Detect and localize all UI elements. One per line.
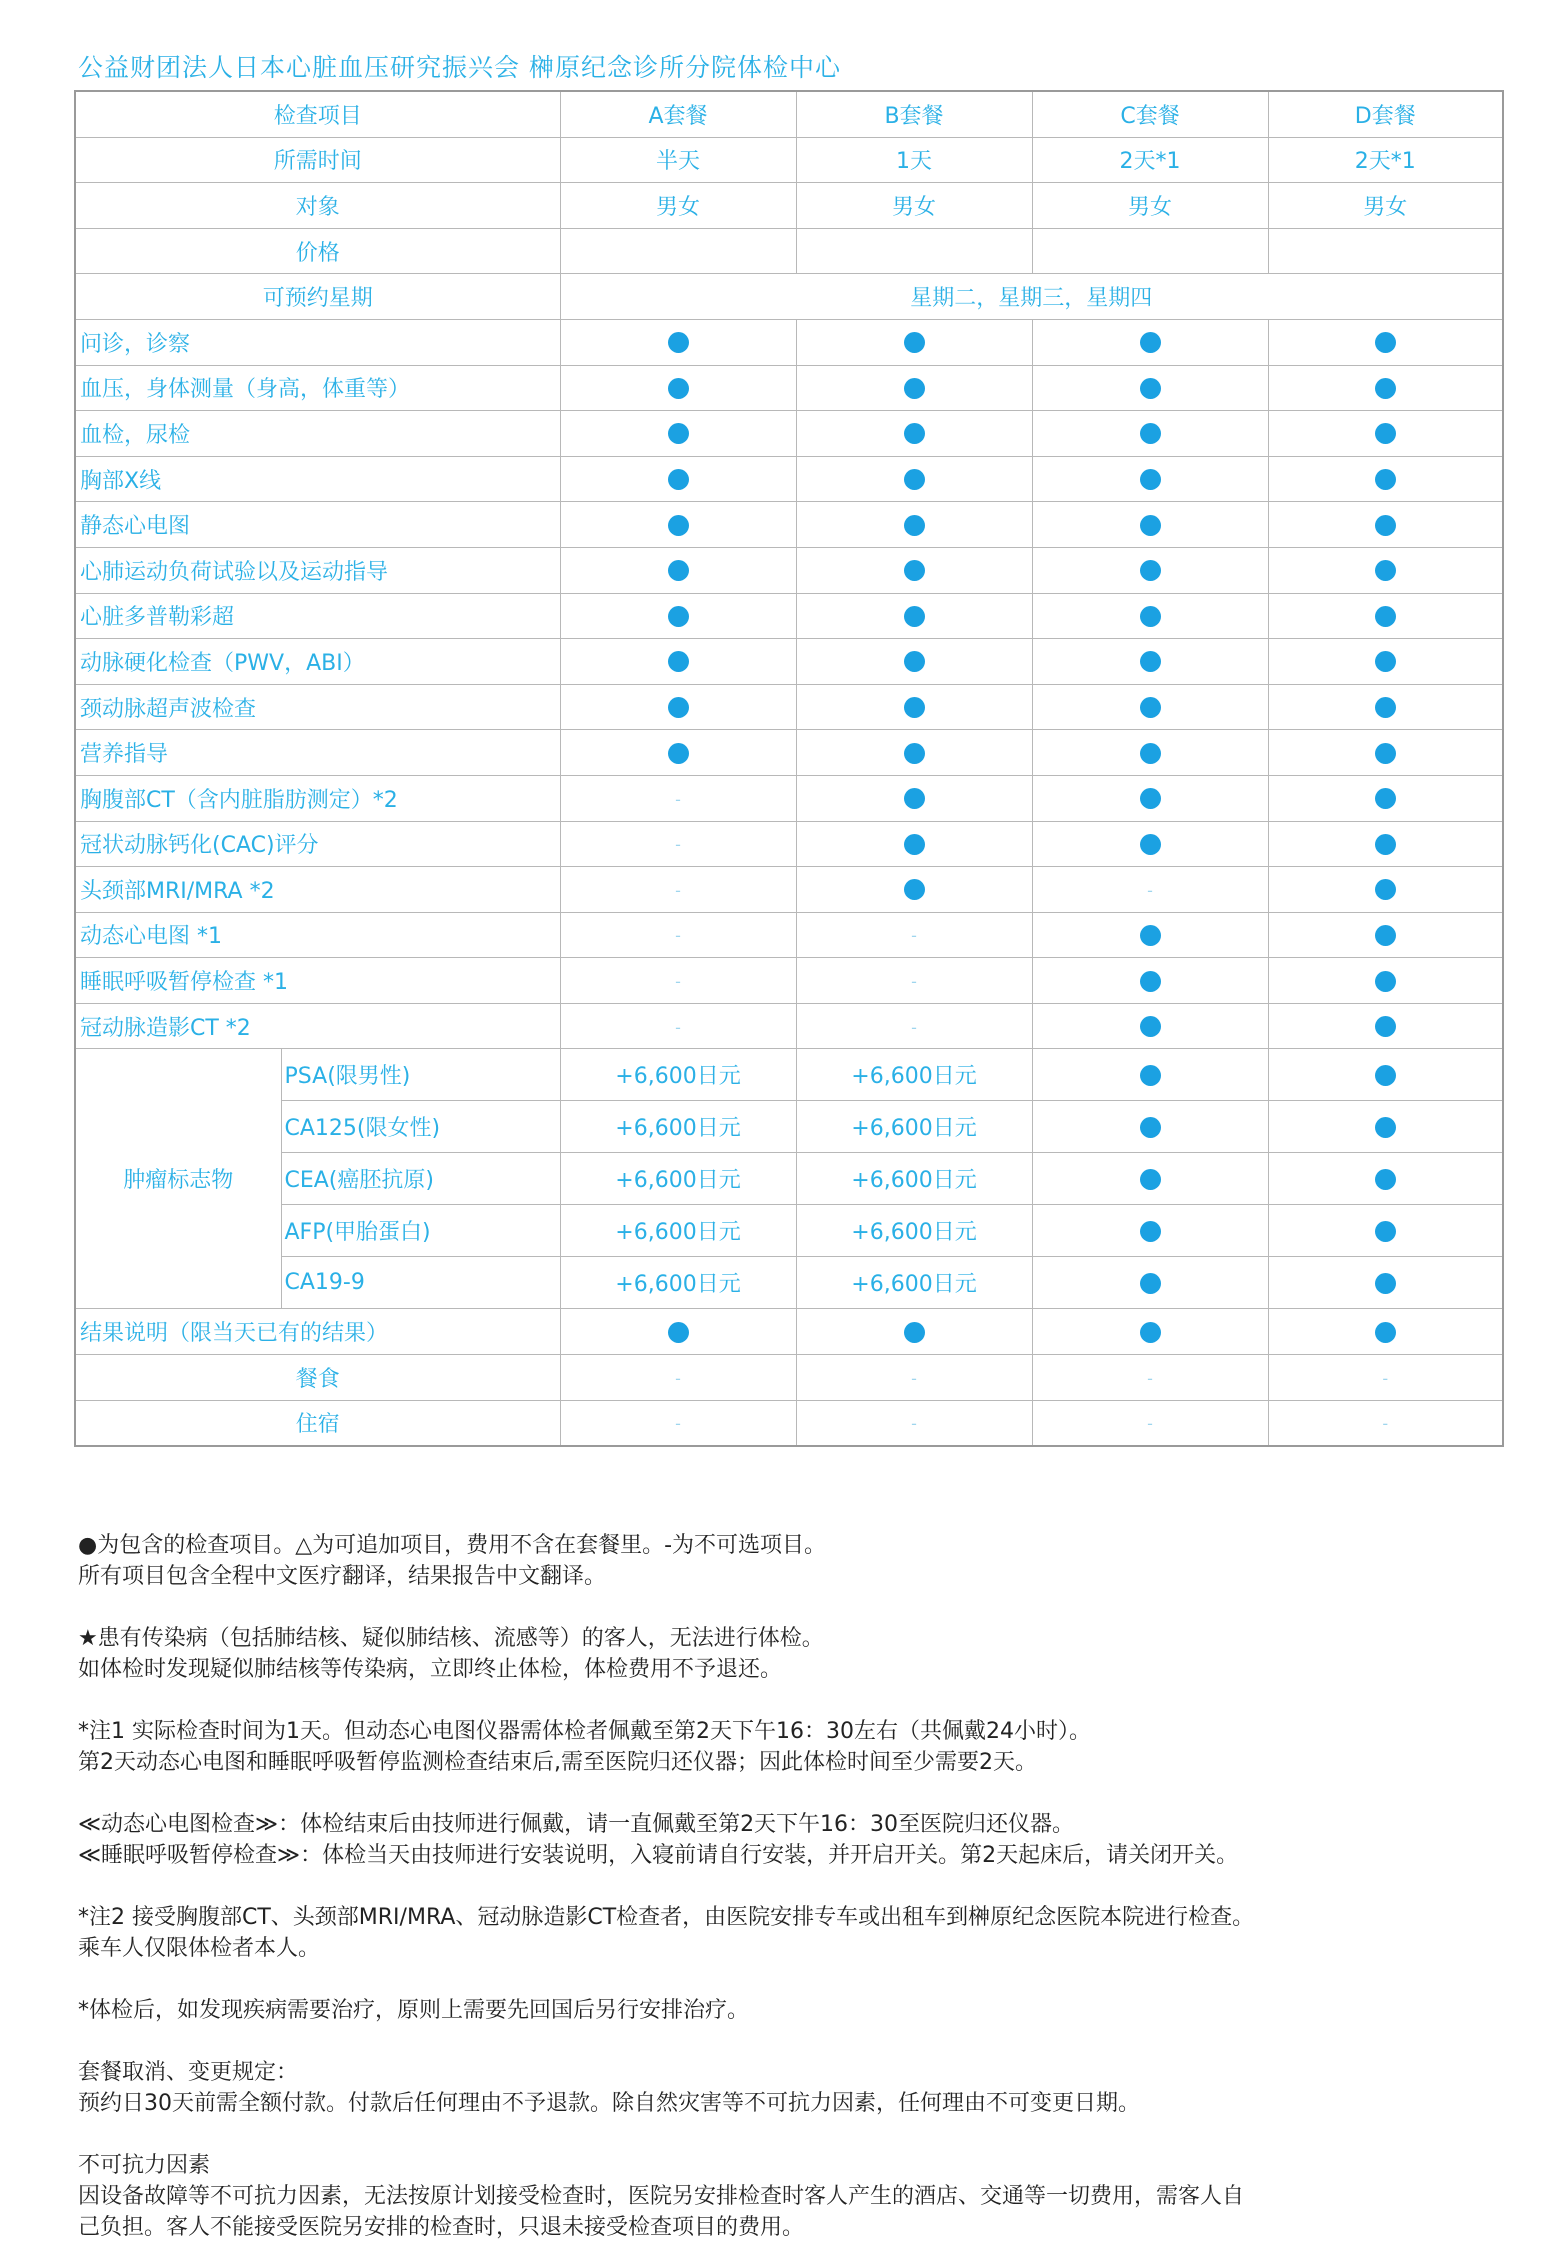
table-row bbox=[75, 411, 1503, 457]
table-row bbox=[75, 593, 1503, 639]
table-row bbox=[75, 775, 1503, 821]
mark-b bbox=[796, 912, 1032, 958]
mark-a bbox=[560, 593, 796, 639]
included-dot-icon bbox=[904, 834, 925, 855]
table-row bbox=[75, 502, 1503, 548]
tumor-price-a: +6,600日元 bbox=[560, 1153, 796, 1205]
mark-c bbox=[1032, 319, 1268, 365]
note-line bbox=[78, 1964, 1498, 1995]
tumor-marker-row bbox=[75, 1101, 1503, 1153]
included-dot-icon bbox=[904, 423, 925, 444]
note-line bbox=[78, 1871, 1498, 1902]
included-dot-icon bbox=[904, 560, 925, 581]
included-dot-icon bbox=[1375, 1169, 1396, 1190]
included-dot-icon bbox=[1375, 925, 1396, 946]
not-available-dash: - bbox=[1147, 1414, 1153, 1434]
included-dot-icon bbox=[1140, 515, 1161, 536]
mark-d bbox=[1268, 1153, 1503, 1205]
table-row bbox=[75, 1003, 1503, 1049]
mark-b bbox=[796, 684, 1032, 730]
tumor-price-a: +6,600日元 bbox=[560, 1101, 796, 1153]
note-line: 第2天动态心电图和睡眠呼吸暂停监测检查结束后,需至医院归还仪器；因此体检时间至少需要2天。 bbox=[78, 1750, 1037, 1775]
price-a bbox=[560, 228, 796, 274]
tumor-marker-name: CA125(限女性) bbox=[281, 1101, 560, 1153]
mark-d bbox=[1268, 867, 1503, 913]
mark-c bbox=[1032, 821, 1268, 867]
table-row bbox=[75, 365, 1503, 411]
mark-d bbox=[1268, 547, 1503, 593]
tumor-price-a: +6,600日元 bbox=[560, 1205, 796, 1257]
mark-b bbox=[796, 821, 1032, 867]
mark-d bbox=[1268, 1205, 1503, 1257]
mark-c bbox=[1032, 1257, 1268, 1309]
included-dot-icon bbox=[1375, 560, 1396, 581]
included-dot-icon bbox=[1140, 1273, 1161, 1294]
included-dot-icon bbox=[1140, 743, 1161, 764]
note-line: 预约日30天前需全额付款。付款后任何理由不予退款。除自然灾害等不可抗力因素，任何理由不可变更日期。 bbox=[78, 2091, 1140, 2116]
item-name: 胸部X线 bbox=[75, 456, 560, 502]
mark-c bbox=[1032, 958, 1268, 1004]
table-row bbox=[75, 821, 1503, 867]
note-line: ≪动态心电图检查≫：体检结束后由技师进行佩戴，请一直佩戴至第2天下午16：30至医院归还仪器。 bbox=[78, 1812, 1075, 1837]
included-dot-icon bbox=[1140, 834, 1161, 855]
included-dot-icon bbox=[668, 332, 689, 353]
mark-b bbox=[796, 502, 1032, 548]
note-line: 套餐取消、变更规定： bbox=[78, 2060, 299, 2085]
mark-a bbox=[560, 456, 796, 502]
time-b: 1天 bbox=[796, 137, 1032, 183]
included-dot-icon bbox=[1375, 651, 1396, 672]
included-dot-icon bbox=[1375, 378, 1396, 399]
header-d: D套餐 bbox=[1268, 91, 1503, 137]
table-row bbox=[75, 547, 1503, 593]
header-row bbox=[75, 91, 1503, 137]
included-dot-icon bbox=[668, 469, 689, 490]
time-row bbox=[75, 137, 1503, 183]
target-d: 男女 bbox=[1268, 183, 1503, 229]
time-d: 2天*1 bbox=[1268, 137, 1503, 183]
mark-c bbox=[1032, 912, 1268, 958]
mark-d bbox=[1268, 1400, 1503, 1446]
table-row bbox=[75, 867, 1503, 913]
mark-b bbox=[796, 456, 1032, 502]
mark-c bbox=[1032, 411, 1268, 457]
tumor-marker-row bbox=[75, 1049, 1503, 1101]
included-dot-icon bbox=[668, 697, 689, 718]
package-table bbox=[74, 90, 1504, 1447]
included-dot-icon bbox=[904, 879, 925, 900]
mark-a bbox=[560, 867, 796, 913]
mark-c bbox=[1032, 547, 1268, 593]
tumor-price-b: +6,600日元 bbox=[796, 1205, 1032, 1257]
included-dot-icon bbox=[1375, 469, 1396, 490]
included-dot-icon bbox=[904, 469, 925, 490]
time-label: 所需时间 bbox=[75, 137, 560, 183]
page-title: 公益财团法人日本心脏血压研究振兴会 榊原纪念诊所分院体检中心 bbox=[78, 53, 841, 82]
item-name: 血压，身体测量（身高，体重等） bbox=[75, 365, 560, 411]
table-row bbox=[75, 684, 1503, 730]
tumor-group-label: 肿瘤标志物 bbox=[75, 1049, 281, 1309]
mark-c bbox=[1032, 867, 1268, 913]
mark-c bbox=[1032, 684, 1268, 730]
included-dot-icon bbox=[668, 743, 689, 764]
item-name: 问诊，诊察 bbox=[75, 319, 560, 365]
mark-b bbox=[796, 547, 1032, 593]
item-name: 动态心电图 *1 bbox=[75, 912, 560, 958]
note-line: 乘车人仅限体检者本人。 bbox=[78, 1936, 321, 1961]
included-dot-icon bbox=[1140, 606, 1161, 627]
mark-d bbox=[1268, 639, 1503, 685]
tumor-price-b: +6,600日元 bbox=[796, 1049, 1032, 1101]
included-dot-icon bbox=[1375, 1117, 1396, 1138]
target-label: 对象 bbox=[75, 183, 560, 229]
tumor-marker-row bbox=[75, 1153, 1503, 1205]
mark-b bbox=[796, 319, 1032, 365]
mark-b bbox=[796, 1003, 1032, 1049]
mark-d bbox=[1268, 411, 1503, 457]
table-row bbox=[75, 456, 1503, 502]
included-dot-icon bbox=[1375, 697, 1396, 718]
mark-b bbox=[796, 775, 1032, 821]
table-row bbox=[75, 912, 1503, 958]
included-dot-icon bbox=[668, 1322, 689, 1343]
result-row bbox=[75, 1309, 1503, 1355]
target-b: 男女 bbox=[796, 183, 1032, 229]
time-a: 半天 bbox=[560, 137, 796, 183]
included-dot-icon bbox=[1375, 879, 1396, 900]
mark-a bbox=[560, 958, 796, 1004]
item-name: 胸腹部CT（含内脏脂肪测定）*2 bbox=[75, 775, 560, 821]
included-dot-icon bbox=[1140, 697, 1161, 718]
note-line: ★患有传染病（包括肺结核、疑似肺结核、流感等）的客人，无法进行体检。 bbox=[78, 1626, 824, 1651]
included-dot-icon bbox=[1375, 1065, 1396, 1086]
mark-a bbox=[560, 775, 796, 821]
tumor-price-a: +6,600日元 bbox=[560, 1257, 796, 1309]
mark-b bbox=[796, 593, 1032, 639]
not-available-dash: - bbox=[675, 835, 681, 855]
included-dot-icon bbox=[1375, 971, 1396, 992]
not-available-dash: - bbox=[911, 926, 917, 946]
target-a: 男女 bbox=[560, 183, 796, 229]
price-c bbox=[1032, 228, 1268, 274]
mark-d bbox=[1268, 1101, 1503, 1153]
included-dot-icon bbox=[1140, 332, 1161, 353]
note-line: *注1 实际检查时间为1天。但动态心电图仪器需体检者佩戴至第2天下午16：30左右（共佩戴24小时）。 bbox=[78, 1719, 1091, 1744]
mark-a bbox=[560, 1355, 796, 1401]
item-name: 血检，尿检 bbox=[75, 411, 560, 457]
not-available-dash: - bbox=[1382, 1414, 1389, 1434]
tumor-price-b: +6,600日元 bbox=[796, 1153, 1032, 1205]
mark-d bbox=[1268, 456, 1503, 502]
tumor-price-b: +6,600日元 bbox=[796, 1257, 1032, 1309]
mark-c bbox=[1032, 775, 1268, 821]
not-available-dash: - bbox=[675, 1017, 681, 1037]
included-dot-icon bbox=[668, 515, 689, 536]
stay-row bbox=[75, 1400, 1503, 1446]
mark-a bbox=[560, 502, 796, 548]
price-label: 价格 bbox=[75, 228, 560, 274]
mark-c bbox=[1032, 639, 1268, 685]
included-dot-icon bbox=[1375, 834, 1396, 855]
included-dot-icon bbox=[1375, 788, 1396, 809]
mark-c bbox=[1032, 365, 1268, 411]
mark-c bbox=[1032, 1400, 1268, 1446]
header-item: 检查项目 bbox=[75, 91, 560, 137]
note-line bbox=[78, 1685, 1498, 1716]
tumor-marker-name: CA19-9 bbox=[281, 1257, 560, 1309]
included-dot-icon bbox=[904, 788, 925, 809]
mark-a bbox=[560, 684, 796, 730]
tumor-marker-row bbox=[75, 1205, 1503, 1257]
header-c: C套餐 bbox=[1032, 91, 1268, 137]
mark-c bbox=[1032, 1049, 1268, 1101]
included-dot-icon bbox=[1375, 606, 1396, 627]
mark-a bbox=[560, 411, 796, 457]
table-row bbox=[75, 958, 1503, 1004]
price-d bbox=[1268, 228, 1503, 274]
included-dot-icon bbox=[1140, 469, 1161, 490]
mark-c bbox=[1032, 1309, 1268, 1355]
included-dot-icon bbox=[668, 378, 689, 399]
note-line: 所有项目包含全程中文医疗翻译，结果报告中文翻译。 bbox=[78, 1564, 607, 1589]
tumor-marker-row bbox=[75, 1257, 1503, 1309]
days-label: 可预约星期 bbox=[75, 274, 560, 320]
table-row bbox=[75, 319, 1503, 365]
not-available-dash: - bbox=[1147, 880, 1153, 900]
tumor-price-a: +6,600日元 bbox=[560, 1049, 796, 1101]
mark-b bbox=[796, 867, 1032, 913]
note-line bbox=[78, 2026, 1498, 2057]
included-dot-icon bbox=[1375, 423, 1396, 444]
mark-c bbox=[1032, 1101, 1268, 1153]
not-available-dash: - bbox=[911, 1017, 917, 1037]
not-available-dash: - bbox=[911, 972, 917, 992]
mark-c bbox=[1032, 1153, 1268, 1205]
mark-d bbox=[1268, 1257, 1503, 1309]
mark-a bbox=[560, 821, 796, 867]
result-name: 结果说明（限当天已有的结果） bbox=[75, 1309, 560, 1355]
mark-d bbox=[1268, 502, 1503, 548]
included-dot-icon bbox=[1140, 1065, 1161, 1086]
mark-d bbox=[1268, 1049, 1503, 1101]
note-line: ●为包含的检查项目。△为可追加项目，费用不含在套餐里。-为不可选项目。 bbox=[78, 1533, 827, 1558]
not-available-dash: - bbox=[675, 972, 681, 992]
included-dot-icon bbox=[1140, 1221, 1161, 1242]
mark-b bbox=[796, 1309, 1032, 1355]
not-available-dash: - bbox=[1147, 1368, 1153, 1388]
header-b: B套餐 bbox=[796, 91, 1032, 137]
table-row bbox=[75, 639, 1503, 685]
note-line: 因设备故障等不可抗力因素，无法按原计划接受检查时，医院另安排检查时客人产生的酒店、交通等一切费用，需客人自 bbox=[78, 2184, 1245, 2209]
target-row bbox=[75, 183, 1503, 229]
mark-d bbox=[1268, 684, 1503, 730]
meal-row bbox=[75, 1355, 1503, 1401]
included-dot-icon bbox=[1375, 1322, 1396, 1343]
mark-b bbox=[796, 730, 1032, 776]
included-dot-icon bbox=[904, 697, 925, 718]
not-available-dash: - bbox=[911, 1414, 917, 1434]
table-row bbox=[75, 730, 1503, 776]
note-line bbox=[78, 1592, 1498, 1623]
included-dot-icon bbox=[1140, 1117, 1161, 1138]
mark-b bbox=[796, 639, 1032, 685]
item-name: 颈动脉超声波检查 bbox=[75, 684, 560, 730]
item-name: 心肺运动负荷试验以及运动指导 bbox=[75, 547, 560, 593]
included-dot-icon bbox=[904, 332, 925, 353]
mark-b bbox=[796, 958, 1032, 1004]
mark-c bbox=[1032, 730, 1268, 776]
mark-c bbox=[1032, 593, 1268, 639]
included-dot-icon bbox=[1140, 1016, 1161, 1037]
included-dot-icon bbox=[1140, 925, 1161, 946]
mark-c bbox=[1032, 1205, 1268, 1257]
included-dot-icon bbox=[1140, 560, 1161, 581]
mark-b bbox=[796, 1355, 1032, 1401]
included-dot-icon bbox=[668, 606, 689, 627]
price-row bbox=[75, 228, 1503, 274]
included-dot-icon bbox=[1140, 971, 1161, 992]
mark-a bbox=[560, 365, 796, 411]
mark-b bbox=[796, 1400, 1032, 1446]
time-c: 2天*1 bbox=[1032, 137, 1268, 183]
included-dot-icon bbox=[904, 378, 925, 399]
included-dot-icon bbox=[904, 515, 925, 536]
included-dot-icon bbox=[1375, 743, 1396, 764]
not-available-dash: - bbox=[675, 789, 681, 809]
item-name: 冠动脉造影CT *2 bbox=[75, 1003, 560, 1049]
mark-a bbox=[560, 319, 796, 365]
note-line: ≪睡眠呼吸暂停检查≫：体检当天由技师进行安装说明，入寝前请自行安装，并开启开关。第2天起床后，请关闭开关。 bbox=[78, 1843, 1239, 1868]
included-dot-icon bbox=[1140, 651, 1161, 672]
mark-a bbox=[560, 1003, 796, 1049]
header-a: A套餐 bbox=[560, 91, 796, 137]
mark-d bbox=[1268, 1003, 1503, 1049]
note-line: 如体检时发现疑似肺结核等传染病，立即终止体检，体检费用不予退还。 bbox=[78, 1657, 783, 1682]
included-dot-icon bbox=[1140, 423, 1161, 444]
tumor-marker-name: AFP(甲胎蛋白) bbox=[281, 1205, 560, 1257]
days-row bbox=[75, 274, 1503, 320]
item-name: 头颈部MRI/MRA *2 bbox=[75, 867, 560, 913]
not-available-dash: - bbox=[675, 926, 681, 946]
included-dot-icon bbox=[668, 651, 689, 672]
item-name: 动脉硬化检查（PWV，ABI） bbox=[75, 639, 560, 685]
mark-c bbox=[1032, 1003, 1268, 1049]
item-name: 静态心电图 bbox=[75, 502, 560, 548]
included-dot-icon bbox=[1140, 1322, 1161, 1343]
item-name: 营养指导 bbox=[75, 730, 560, 776]
mark-a bbox=[560, 1400, 796, 1446]
mark-d bbox=[1268, 1309, 1503, 1355]
tumor-price-b: +6,600日元 bbox=[796, 1101, 1032, 1153]
note-line: 不可抗力因素 bbox=[78, 2153, 211, 2178]
tumor-marker-name: CEA(癌胚抗原) bbox=[281, 1153, 560, 1205]
item-name: 睡眠呼吸暂停检查 *1 bbox=[75, 958, 560, 1004]
not-available-dash: - bbox=[1382, 1368, 1389, 1388]
included-dot-icon bbox=[1375, 1016, 1396, 1037]
mark-b bbox=[796, 411, 1032, 457]
mark-a bbox=[560, 639, 796, 685]
mark-d bbox=[1268, 319, 1503, 365]
included-dot-icon bbox=[1140, 788, 1161, 809]
price-b bbox=[796, 228, 1032, 274]
note-line bbox=[78, 2119, 1498, 2150]
stay-label: 住宿 bbox=[75, 1400, 560, 1446]
notes-section bbox=[78, 1530, 1498, 2243]
mark-b bbox=[796, 365, 1032, 411]
note-line bbox=[78, 1778, 1498, 1809]
mark-a bbox=[560, 912, 796, 958]
mark-d bbox=[1268, 912, 1503, 958]
tumor-marker-name: PSA(限男性) bbox=[281, 1049, 560, 1101]
not-available-dash: - bbox=[675, 880, 681, 900]
mark-d bbox=[1268, 958, 1503, 1004]
mark-d bbox=[1268, 821, 1503, 867]
included-dot-icon bbox=[1375, 1221, 1396, 1242]
item-name: 心脏多普勒彩超 bbox=[75, 593, 560, 639]
note-line: *注2 接受胸腹部CT、头颈部MRI/MRA、冠动脉造影CT检查者，由医院安排专车或出租车到榊原纪念医院本院进行检查。 bbox=[78, 1905, 1255, 1930]
mark-a bbox=[560, 1309, 796, 1355]
note-line: *体检后，如发现疾病需要治疗，原则上需要先回国后另行安排治疗。 bbox=[78, 1998, 750, 2023]
included-dot-icon bbox=[668, 423, 689, 444]
included-dot-icon bbox=[904, 606, 925, 627]
mark-d bbox=[1268, 775, 1503, 821]
included-dot-icon bbox=[904, 1322, 925, 1343]
item-name: 冠状动脉钙化(CAC)评分 bbox=[75, 821, 560, 867]
mark-c bbox=[1032, 502, 1268, 548]
mark-a bbox=[560, 730, 796, 776]
not-available-dash: - bbox=[911, 1368, 917, 1388]
included-dot-icon bbox=[904, 651, 925, 672]
note-line: 己负担。客人不能接受医院另安排的检查时，只退未接受检查项目的费用。 bbox=[78, 2215, 805, 2240]
target-c: 男女 bbox=[1032, 183, 1268, 229]
mark-c bbox=[1032, 456, 1268, 502]
included-dot-icon bbox=[1375, 515, 1396, 536]
mark-d bbox=[1268, 1355, 1503, 1401]
included-dot-icon bbox=[1140, 378, 1161, 399]
mark-c bbox=[1032, 1355, 1268, 1401]
mark-d bbox=[1268, 730, 1503, 776]
mark-a bbox=[560, 547, 796, 593]
meal-label: 餐食 bbox=[75, 1355, 560, 1401]
included-dot-icon bbox=[904, 743, 925, 764]
days-value: 星期二，星期三，星期四 bbox=[560, 274, 1503, 320]
not-available-dash: - bbox=[675, 1414, 681, 1434]
included-dot-icon bbox=[1375, 332, 1396, 353]
included-dot-icon bbox=[1375, 1273, 1396, 1294]
not-available-dash: - bbox=[675, 1368, 681, 1388]
included-dot-icon bbox=[668, 560, 689, 581]
included-dot-icon bbox=[1140, 1169, 1161, 1190]
mark-d bbox=[1268, 593, 1503, 639]
mark-d bbox=[1268, 365, 1503, 411]
